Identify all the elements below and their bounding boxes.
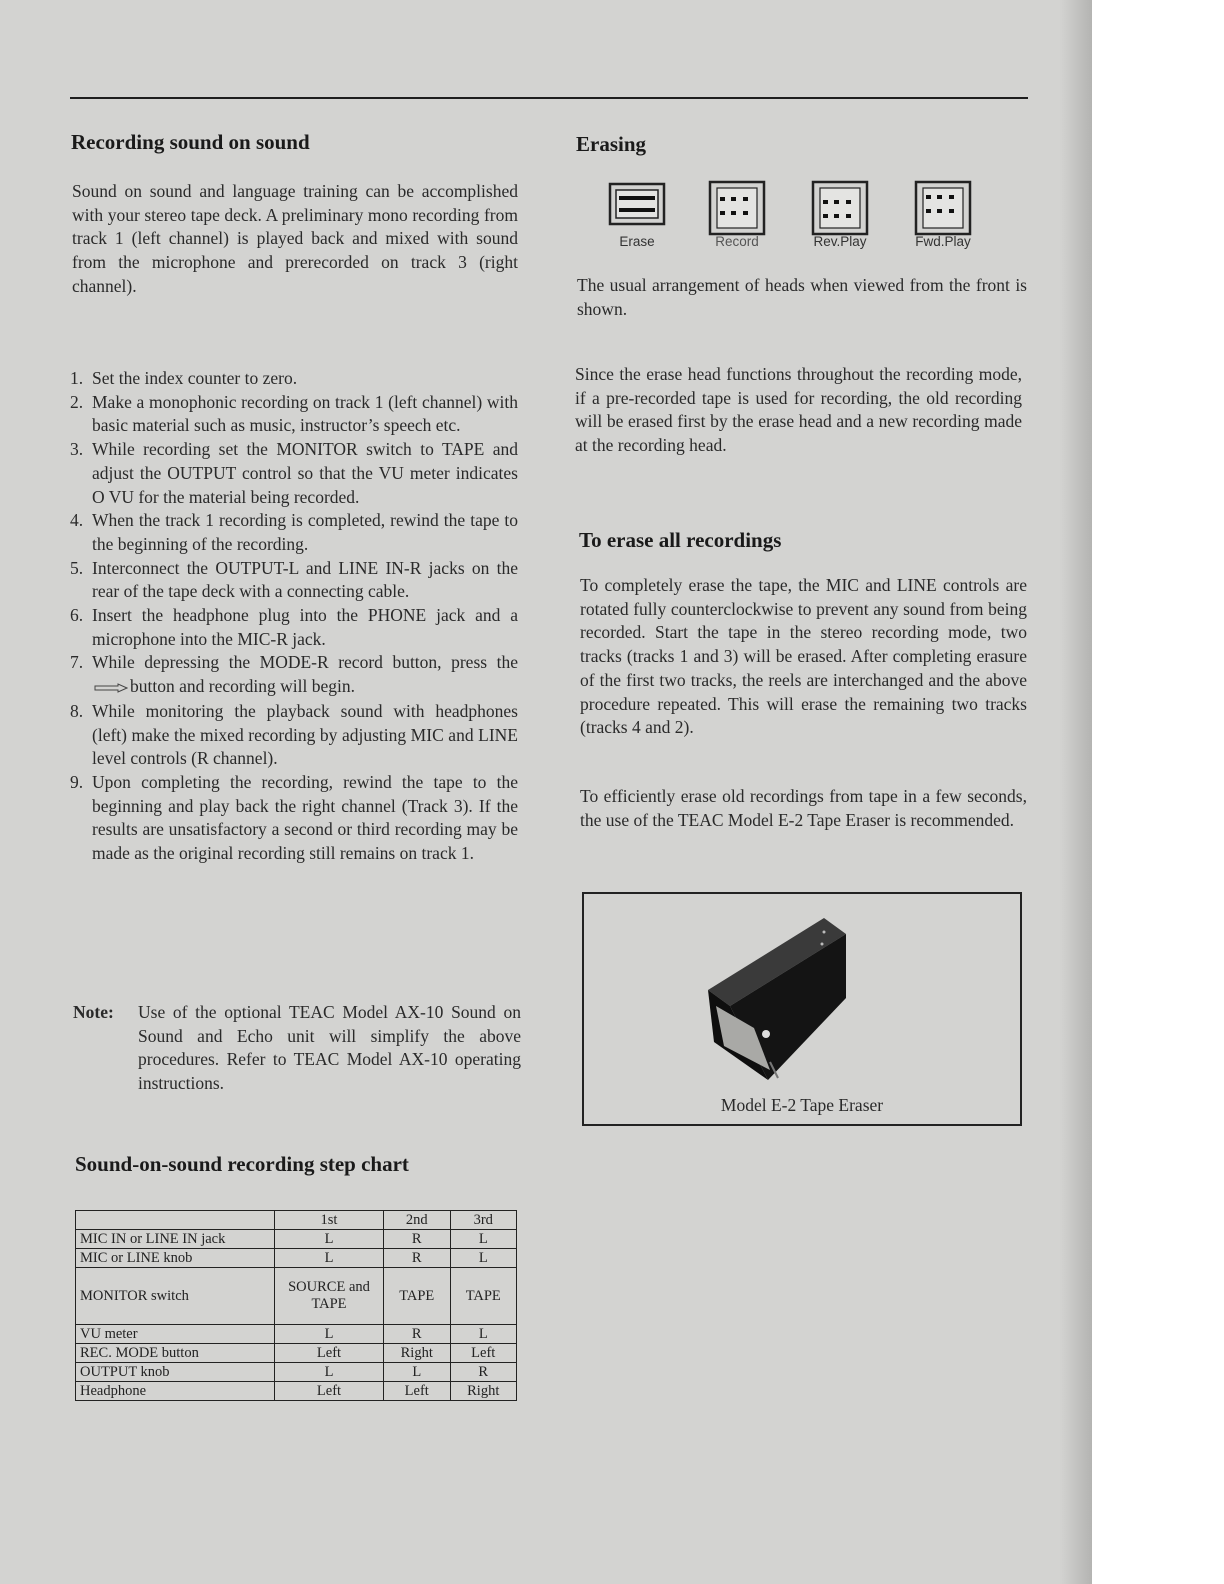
table-cell: R — [384, 1230, 451, 1249]
erase-all-text: To completely erase the tape, the MIC and LINE controls are rotated fully counterclockwise to prevent any sound from being recorded. Start the tape in the stereo recording mode, two tracks (tracks 1 and 3) will be erased. After completing erasure of the first two tracks, the reels are interchanged and the above procedure repeated. This will erase the remaining two tracks (tracks 4 and 2). — [580, 575, 1027, 738]
step-text: Set the index counter to zero. — [92, 368, 298, 388]
table-cell: Right — [450, 1382, 517, 1401]
record-head-label: Record — [715, 234, 759, 249]
step-text — [92, 651, 518, 700]
table-cell: R — [450, 1363, 517, 1382]
row-label: VU meter — [76, 1325, 275, 1344]
row-label: OUTPUT knob — [76, 1363, 275, 1382]
table-cell: SOURCE and TAPE — [275, 1268, 384, 1325]
step-text-part: button and recording will begin. — [130, 676, 356, 697]
row-label: MIC IN or LINE IN jack — [76, 1230, 275, 1249]
table-cell: L — [275, 1325, 384, 1344]
table-cell: R — [384, 1249, 451, 1268]
table-header-cell: 3rd — [450, 1211, 517, 1230]
step-chart-table — [75, 1210, 517, 1401]
step-text: Make a monophonic recording on track 1 (left channel) with basic material such as music, instructor’s speech etc. — [92, 391, 518, 436]
play-arrow-icon — [94, 676, 128, 700]
step-item — [70, 700, 518, 771]
rev-play-head-label: Rev.Play — [813, 234, 867, 249]
step-item — [70, 391, 518, 438]
erase-head-label: Erase — [619, 234, 655, 249]
table-header-cell: 2nd — [384, 1211, 451, 1230]
step-item — [70, 438, 518, 509]
table-row — [76, 1344, 517, 1363]
step-item — [70, 771, 518, 866]
procedure-steps — [70, 367, 518, 866]
step-number: 9. — [70, 772, 84, 793]
step-text: Upon completing the recording, rewind the tape to the beginning and play back the right channel (Track 3). If the results are unsatisfactory a second or third recording may be made as the original recording still remains on track 1. — [92, 772, 518, 864]
note-label: Note: — [73, 1002, 114, 1022]
table-cell: Left — [384, 1382, 451, 1401]
table-cell: L — [450, 1230, 517, 1249]
erase-head-description: Since the erase head functions throughout the recording mode, if a pre-recorded tape is used for recording, the old recording will be erased first by the erase head and a new recording made at the recording head. — [575, 364, 1022, 456]
table-cell: Left — [275, 1344, 384, 1363]
table-header-cell: 1st — [275, 1211, 384, 1230]
step-item — [70, 367, 518, 391]
rev-play-head — [795, 180, 885, 249]
rev-play-head-icon — [808, 180, 872, 238]
erase-all-heading: To erase all recordings — [579, 528, 782, 552]
record-head — [692, 180, 782, 249]
table-row — [76, 1325, 517, 1344]
table-cell: Left — [275, 1382, 384, 1401]
recording-sound-on-sound-heading: Recording sound on sound — [71, 130, 310, 154]
erase-head — [592, 180, 682, 249]
top-rule — [70, 97, 1028, 99]
step-text: Interconnect the OUTPUT-L and LINE IN-R jacks on the rear of the tape deck with a connecting cable. — [92, 557, 518, 602]
table-cell: L — [275, 1249, 384, 1268]
table-cell: TAPE — [450, 1268, 517, 1325]
erase-head-icon — [605, 180, 669, 228]
table-header-cell — [76, 1211, 275, 1230]
table-row — [76, 1249, 517, 1268]
step-text: When the track 1 recording is completed, rewind the tape to the beginning of the recording. — [92, 510, 518, 554]
step-number: 8. — [70, 700, 84, 721]
tape-eraser-recommendation: To efficiently erase old recordings from tape in a few seconds, the use of the TEAC Model E-2 Tape Eraser is recommended. — [580, 786, 1027, 830]
table-cell: R — [384, 1325, 451, 1344]
table-row — [76, 1363, 517, 1382]
table-header-row — [76, 1211, 517, 1230]
fwd-play-head-label: Fwd.Play — [915, 234, 971, 249]
table-cell: L — [450, 1249, 517, 1268]
step-text: While monitoring the playback sound with headphones (left) make the mixed recording by adjusting MIC and LINE level controls (R channel). — [92, 700, 518, 769]
step-item — [70, 557, 518, 604]
tape-eraser-figure — [582, 892, 1022, 1126]
step-number: 1. — [70, 368, 84, 388]
erasing-heading: Erasing — [576, 132, 647, 156]
tape-eraser-image — [584, 894, 1020, 1094]
table-cell: Right — [384, 1344, 451, 1363]
step-number: 5. — [70, 557, 84, 578]
record-head-icon — [705, 180, 769, 238]
row-label: MONITOR switch — [76, 1268, 275, 1325]
step-number: 4. — [70, 510, 84, 531]
table-cell: L — [275, 1230, 384, 1249]
table-cell: Left — [450, 1344, 517, 1363]
step-number: 2. — [70, 391, 84, 412]
table-row — [76, 1268, 517, 1325]
head-arrangement-diagram — [600, 180, 1000, 270]
row-label: Headphone — [76, 1382, 275, 1401]
table-row — [76, 1230, 517, 1249]
step-text-part: While depressing the MODE-R record button, press the — [92, 652, 518, 673]
heads-caption: The usual arrangement of heads when viewed from the front is shown. — [577, 275, 1027, 319]
step-item — [70, 604, 518, 651]
photo-caption: Model E-2 Tape Eraser — [720, 1095, 884, 1115]
row-label: MIC or LINE knob — [76, 1249, 275, 1268]
step-text: While recording set the MONITOR switch to TAPE and adjust the OUTPUT control so that the VU meter indicates O VU for the material being recorded. — [92, 439, 518, 507]
page-edge-shadow — [1060, 0, 1092, 1584]
table-row — [76, 1382, 517, 1401]
row-label: REC. MODE button — [76, 1344, 275, 1363]
step-number: 6. — [70, 605, 84, 626]
step-number: 7. — [70, 652, 84, 673]
step-chart-heading: Sound-on-sound recording step chart — [75, 1152, 409, 1176]
step-item — [70, 651, 518, 700]
step-item — [70, 509, 518, 556]
table-cell: TAPE — [384, 1268, 451, 1325]
fwd-play-head-icon — [911, 180, 975, 238]
step-number: 3. — [70, 439, 84, 460]
table-cell: L — [275, 1363, 384, 1382]
fwd-play-head — [898, 180, 988, 249]
table-cell: L — [384, 1363, 451, 1382]
note-block — [73, 1001, 521, 1096]
sound-on-sound-intro: Sound on sound and language training can be accomplished with your stereo tape deck. A preliminary mono recording from track 1 (left channel) is played back and mixed with sound from the microphone and prerecorded on track 3 (right channel). — [72, 181, 518, 296]
table-cell: L — [450, 1325, 517, 1344]
note-text: Use of the optional TEAC Model AX-10 Sound on Sound and Echo unit will simplify the above procedures. Refer to TEAC Model AX-10 operating instructions. — [138, 1002, 521, 1094]
step-text: Insert the headphone plug into the PHONE jack and a microphone into the MIC-R jack. — [92, 605, 518, 649]
